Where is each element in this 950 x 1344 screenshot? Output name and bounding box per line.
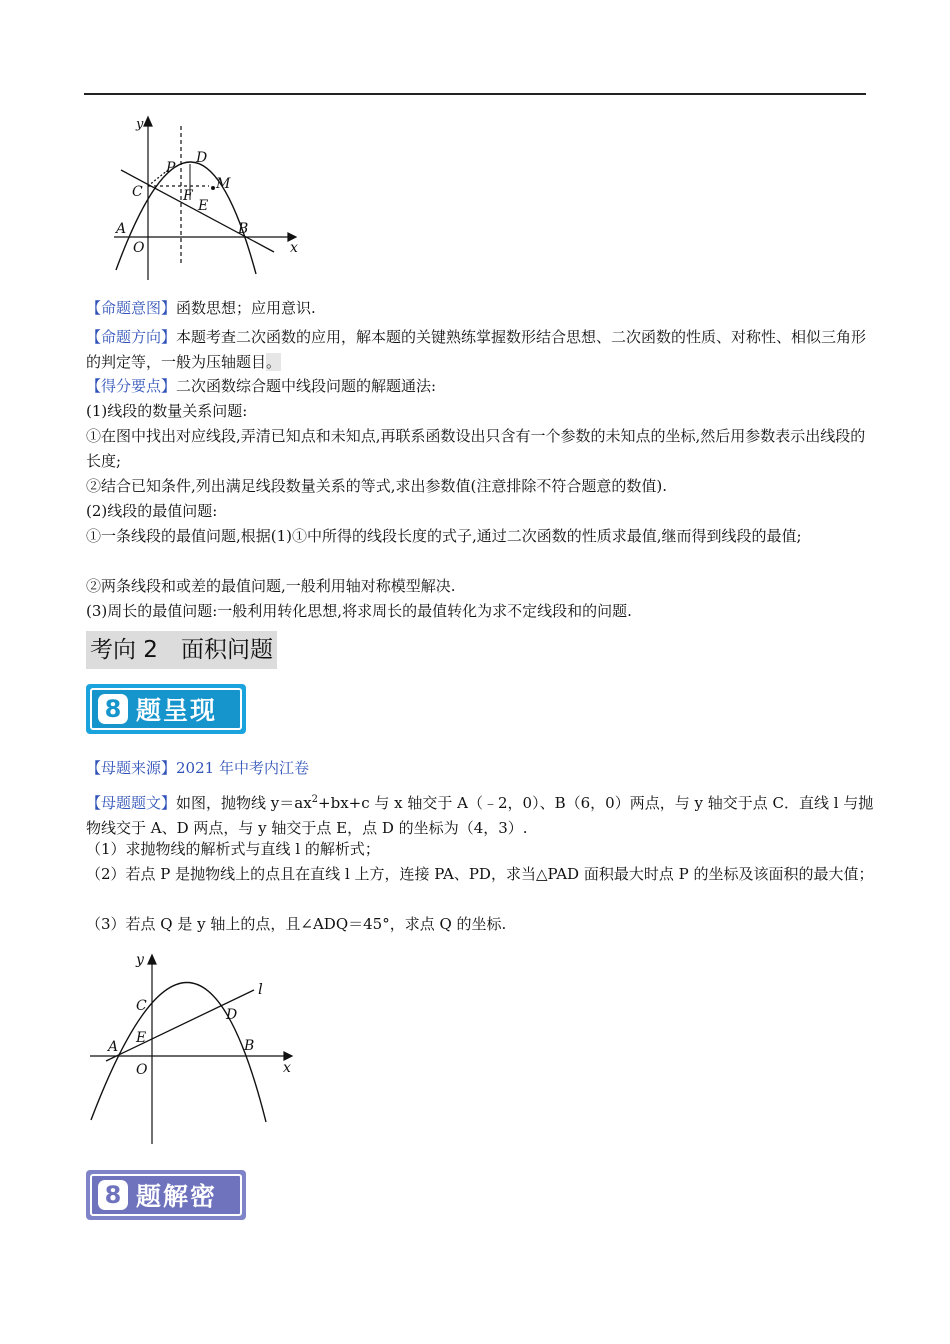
badge-problem	[86, 684, 246, 734]
badge-problem-glyph: 8	[98, 694, 128, 724]
intent-line	[86, 296, 876, 321]
analysis-line-2: ①在图中找出对应线段,弄清已知点和未知点,再联系函数设出只含有一个参数的未知点的坐标,然后用参数表示出线段的长度;	[86, 427, 866, 470]
label-c: C	[136, 998, 147, 1014]
scoring-line	[86, 374, 876, 399]
direction-tag: 【命题方向】	[86, 328, 177, 346]
label-f: F	[183, 188, 193, 204]
analysis-line-4: (2)线段的最值问题:	[86, 502, 218, 520]
label-x: x	[290, 240, 298, 256]
label-b: B	[244, 1038, 255, 1054]
label-a: A	[108, 1039, 119, 1055]
scoring-tag: 【得分要点】	[86, 377, 177, 395]
figure-1-parabola	[106, 112, 306, 284]
problem-superscript: 2	[311, 794, 319, 805]
question-2: （2）若点 P 是抛物线上的点且在直线 l 上方，连接 PA、PD，求当△PAD 面积最大时点 P 的坐标及该面积的最大值；	[86, 865, 874, 883]
label-p: P	[166, 160, 176, 176]
label-l: l	[258, 980, 263, 998]
analysis-line-1: (1)线段的数量关系问题:	[86, 402, 248, 420]
label-d: D	[196, 150, 208, 166]
direction-text: 本题考查二次函数的应用，解本题的关键熟练掌握数形结合思想、二次函数的性质、对称性、相似三角形的判定等，一般为压轴题目	[86, 328, 867, 371]
source-text: 2021 年中考内江卷	[176, 759, 309, 777]
intent-text: 函数思想；应用意识.	[176, 299, 316, 317]
label-y: y	[136, 952, 144, 968]
intent-tag: 【命题意图】	[86, 299, 177, 317]
section-heading: 考向 2 面积问题	[86, 631, 277, 669]
label-e: E	[198, 198, 209, 214]
badge-problem-label: 题呈现	[136, 696, 218, 725]
label-e: E	[136, 1030, 147, 1046]
label-o: O	[133, 240, 145, 256]
source-tag: 【母题来源】	[86, 759, 177, 777]
question-3: （3）若点 Q 是 y 轴上的点，且∠ADQ＝45°，求点 Q 的坐标.	[86, 915, 507, 933]
problem-text	[86, 787, 876, 841]
y-axis-arrow	[148, 955, 156, 964]
label-a: A	[116, 221, 127, 237]
badge-solution-glyph: 8	[98, 1180, 128, 1210]
source-line	[86, 756, 876, 781]
analysis-line-6: ②两条线段和或差的最值问题,一般利用轴对称模型解决.	[86, 577, 456, 595]
header-rule	[84, 93, 866, 95]
label-m: M	[216, 176, 231, 192]
label-c: C	[132, 184, 143, 200]
analysis-line-7: (3)周长的最值问题:一般利用转化思想,将求周长的最值转化为求不定线段和的问题.	[86, 602, 632, 620]
figure-2-parabola	[86, 944, 300, 1148]
label-b: B	[238, 221, 249, 237]
badge-solution-label: 题解密	[136, 1182, 218, 1211]
label-d: D	[226, 1007, 238, 1023]
y-axis-arrow	[144, 117, 152, 126]
direction-end: 。	[266, 353, 282, 371]
analysis-line-5: ①一条线段的最值问题,根据(1)①中所得的线段长度的式子,通过二次函数的性质求最值,继而得到线段的最值;	[86, 527, 802, 545]
scoring-text: 二次函数综合题中线段问题的解题通法:	[176, 377, 437, 395]
question-1: （1）求抛物线的解析式与直线 l 的解析式；	[86, 840, 380, 858]
problem-tag: 【母题题文】	[86, 794, 177, 812]
label-o: O	[136, 1062, 148, 1078]
x-axis-arrow	[284, 1052, 292, 1060]
problem-text-part1: 如图，抛物线 y＝ax	[176, 794, 312, 812]
line-l	[106, 990, 254, 1061]
analysis-line-3: ②结合已知条件,列出满足线段数量关系的等式,求出参数值(注意排除不符合题意的数值).	[86, 477, 668, 495]
problem-text-part2: +bx+c 与 x 轴交于 A（﹣2，0）、B（6，0）两点，与 y 轴交于点 C．直线 l 与抛物线交于 A、D 两点，与 y 轴交于点 E，点 D 的坐标为（4，3）.	[86, 794, 874, 837]
badge-solution	[86, 1170, 246, 1220]
point-m	[211, 186, 215, 190]
label-y: y	[136, 117, 144, 132]
direction-paragraph	[86, 325, 876, 375]
label-x: x	[283, 1060, 291, 1076]
